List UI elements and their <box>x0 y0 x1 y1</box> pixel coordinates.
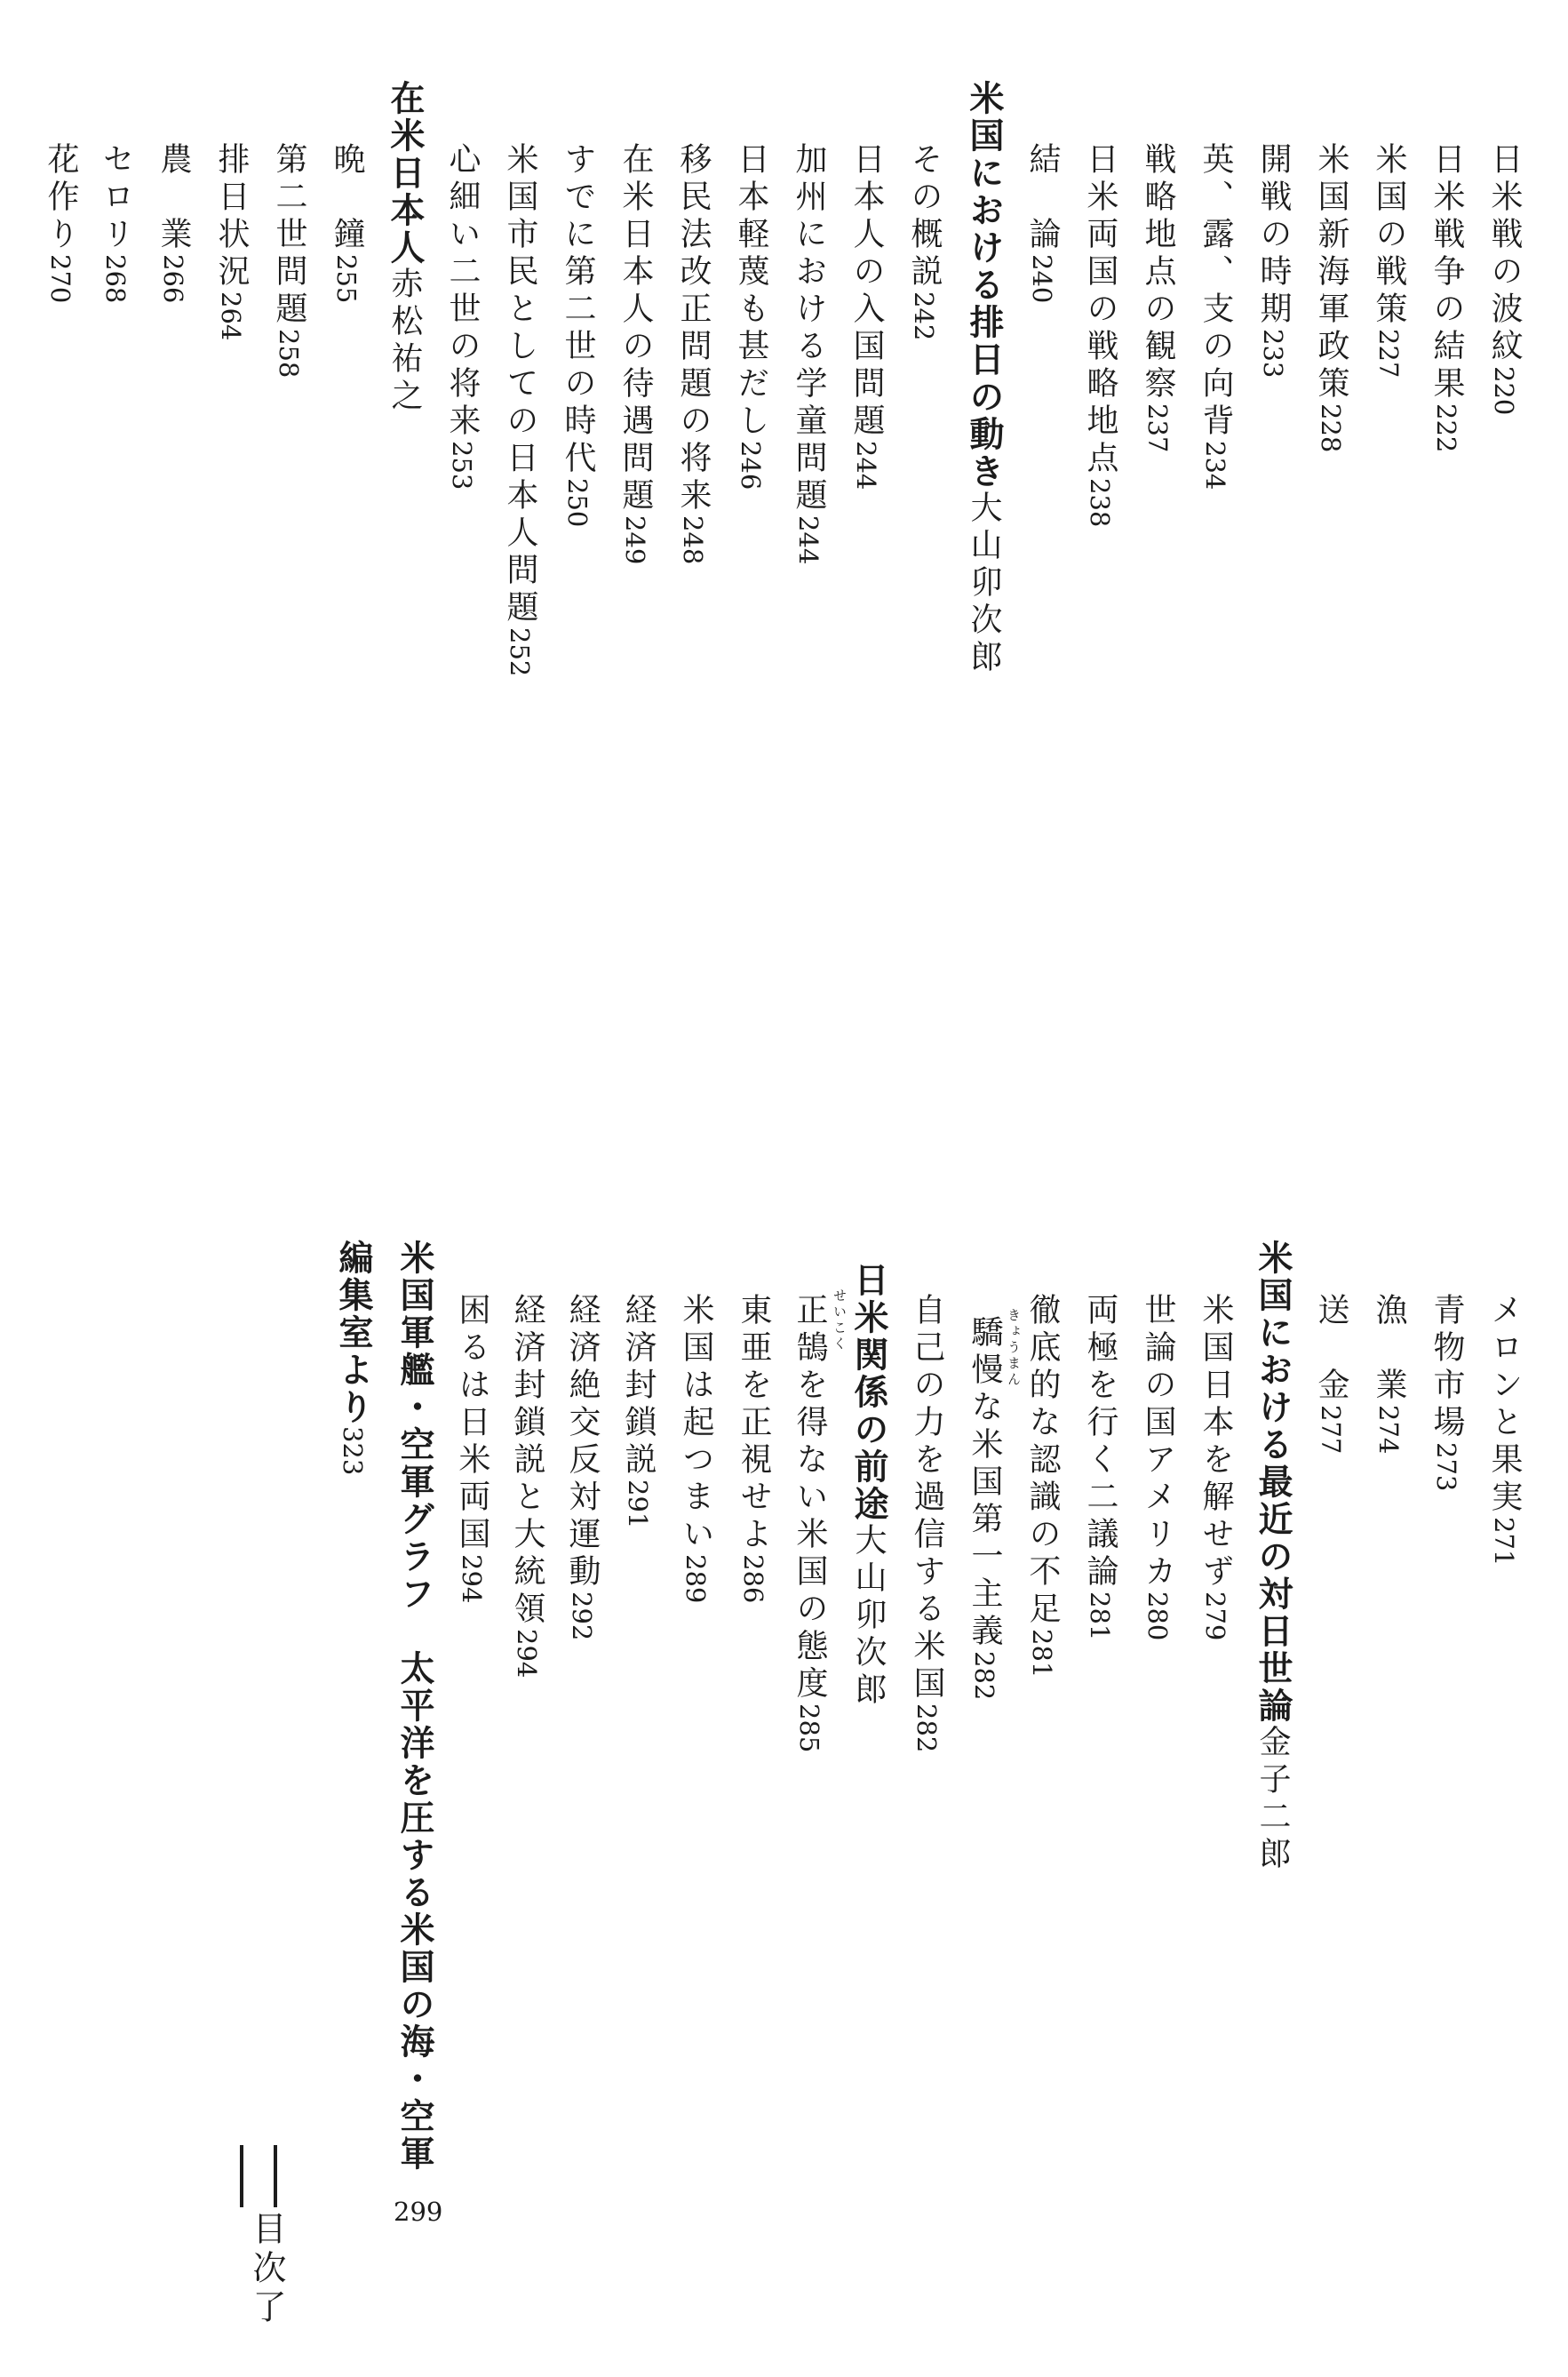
toc-entry <box>44 142 87 303</box>
page-number: 249 <box>620 515 650 565</box>
toc-entry <box>850 142 893 490</box>
entry-title: 米国日本を解せず <box>1198 1293 1234 1591</box>
heading-title: 米国における排日の動き <box>964 80 1004 491</box>
toc-entry <box>792 142 835 564</box>
toc-entry <box>561 142 604 527</box>
entry-title: 日本軽蔑も甚だし <box>733 142 769 441</box>
entry-title: 排日状況 <box>213 142 250 291</box>
page-number: 250 <box>562 478 593 528</box>
end-text: 目次了 <box>247 2211 286 2328</box>
toc-entry <box>1142 142 1184 452</box>
entry-title: 経済封鎖説と大統領 <box>509 1293 545 1629</box>
entry-title: 晩 鐘 <box>329 142 365 254</box>
page-number: 253 <box>447 441 477 491</box>
entry-title: 徹底的な認識の不足 <box>1024 1293 1061 1629</box>
page-number: 237 <box>1142 403 1173 453</box>
entry-title: 困るは日米両国 <box>454 1293 490 1554</box>
page-number: 240 <box>1027 254 1057 304</box>
page-number: 264 <box>216 291 246 341</box>
entry-title: 加州における学童問題 <box>791 142 827 515</box>
toc-entry <box>908 142 951 340</box>
toc-entry <box>1199 142 1242 490</box>
entry-title: 農 業 <box>155 142 192 254</box>
heading-author: 大山卯次郎 <box>850 1523 887 1710</box>
entry-title: 結 論 <box>1024 142 1061 254</box>
toc-entry <box>911 1293 953 1752</box>
entry-title: 経済封鎖説 <box>620 1293 657 1480</box>
page-number: 222 <box>1431 403 1461 453</box>
entry-title: 日米両国の戦略地点 <box>1082 142 1118 478</box>
page-number: 268 <box>100 254 131 304</box>
toc-entry <box>1257 142 1300 378</box>
section-heading <box>394 1240 434 2173</box>
end-dash-bottom <box>240 2145 243 2207</box>
entry-title: 移民法改正問題の将来 <box>675 142 712 515</box>
toc-entry <box>1430 142 1473 452</box>
page-number: 279 <box>1200 1591 1230 1641</box>
heading-title: 編集室より <box>333 1240 373 1426</box>
heading-title: 在米日本人 <box>385 80 425 267</box>
page-number: 282 <box>969 1651 999 1701</box>
entry-title: 米国は起つまい <box>678 1293 714 1554</box>
heading-author: 金子二郎 <box>1254 1725 1291 1874</box>
toc-entry <box>157 142 200 303</box>
entry-title: 米国市民としての日本人問題 <box>502 142 538 627</box>
page-number: 282 <box>911 1703 942 1753</box>
section-heading <box>333 1240 383 1476</box>
page-number: 220 <box>1489 366 1519 416</box>
entry-title: 驕慢な米国第一主義 <box>967 1315 1003 1651</box>
page-number: 258 <box>274 329 304 379</box>
page-number: 248 <box>678 515 708 565</box>
page-number: 294 <box>512 1629 542 1679</box>
entry-title: 両極を行く二議論 <box>1082 1293 1118 1591</box>
entry-title: 日米戦の波紋 <box>1486 142 1523 366</box>
entry-title: 戦略地点の観察 <box>1140 142 1176 403</box>
toc-entry <box>622 1293 665 1528</box>
page-number: 292 <box>567 1591 597 1641</box>
entry-title: 米国新海軍政策 <box>1313 142 1349 403</box>
entry-title: メロンと果実 <box>1486 1293 1523 1517</box>
page-number: 323 <box>338 1426 368 1476</box>
toc-entry <box>1373 142 1415 378</box>
page-number: 273 <box>1431 1442 1461 1492</box>
toc-entry <box>619 142 662 564</box>
toc-entry <box>511 1293 553 1678</box>
entry-title: セロリ <box>98 142 134 254</box>
page-number: 244 <box>793 515 824 565</box>
page-number: 255 <box>331 254 362 304</box>
section-heading <box>1255 1240 1373 1874</box>
heading-title: 米国軍艦・空軍グラフ 太平洋を圧する米国の海・空軍 <box>394 1240 434 2173</box>
toc-entry <box>1026 1293 1069 1678</box>
page-number: 246 <box>736 441 766 491</box>
entry-title: 東亜を正視せよ <box>736 1293 772 1554</box>
page-number: 233 <box>1258 329 1288 379</box>
page-number: 234 <box>1200 441 1230 491</box>
page-number: 299 <box>394 2197 443 2227</box>
toc-entry <box>99 142 142 303</box>
toc-entry <box>1315 142 1357 452</box>
toc-entry <box>1488 1293 1531 1566</box>
page-number: 270 <box>45 254 76 304</box>
entry-title: 第二世問題 <box>271 142 307 329</box>
heading-author: 赤松祐之 <box>386 267 423 416</box>
toc-entry <box>968 1315 1011 1700</box>
page-number: 281 <box>1027 1629 1057 1679</box>
entry-title: すでに第二世の時代 <box>560 142 596 478</box>
entry-title: 世論の国アメリカ <box>1140 1293 1176 1591</box>
entry-title: その概説 <box>906 142 943 291</box>
toc-entry <box>735 142 777 490</box>
page-number: 271 <box>1489 1517 1519 1567</box>
furigana: きょうまん <box>1006 1308 1022 1388</box>
section-heading <box>848 1262 911 1710</box>
entry-title: 英、露、支の向背 <box>1198 142 1234 441</box>
page-number: 252 <box>505 627 535 677</box>
toc-entry <box>1142 1293 1184 1640</box>
entry-title: 自己の力を過信する米国 <box>909 1293 945 1703</box>
entry-title: 経済絶交反対運動 <box>564 1293 601 1591</box>
entry-title: 心細い二世の将来 <box>444 142 481 441</box>
page-number: 238 <box>1085 478 1115 528</box>
toc-entry <box>1084 142 1126 527</box>
entry-title: 青物市場 <box>1429 1293 1465 1442</box>
page-number: 286 <box>738 1554 768 1604</box>
entry-title: 在米日本人の待遇問題 <box>617 142 654 515</box>
toc-entry <box>1199 1293 1242 1640</box>
page-number: 294 <box>457 1554 487 1604</box>
heading-title: 米国における最近の対日世論 <box>1253 1240 1293 1725</box>
page-number: 274 <box>1373 1405 1404 1455</box>
toc-entry <box>273 142 315 378</box>
toc-entry <box>330 142 373 303</box>
toc-entry <box>1373 1293 1415 1454</box>
page-number: 227 <box>1373 329 1404 379</box>
entry-title: 日本人の入国問題 <box>848 142 885 441</box>
toc-entry <box>456 1293 498 1603</box>
page-number: 281 <box>1085 1591 1115 1641</box>
furigana: せいこく <box>832 1288 848 1352</box>
heading-title: 日米関係の前途 <box>848 1262 888 1523</box>
entry-title: 正鵠を得ない米国の態度 <box>792 1293 828 1703</box>
end-dash-top <box>274 2145 277 2207</box>
page-number: 291 <box>623 1480 653 1529</box>
toc-end-mark <box>216 2142 286 2377</box>
toc-entry <box>1084 1293 1126 1640</box>
toc-entry <box>504 142 546 676</box>
section-heading <box>387 80 500 416</box>
entry-title: 送 金 <box>1313 1293 1349 1405</box>
section-heading <box>964 80 1044 677</box>
page-number: 244 <box>851 441 881 491</box>
page-number: 228 <box>1316 403 1346 453</box>
page-number: 289 <box>681 1554 711 1604</box>
page-number: 277 <box>1316 1405 1346 1455</box>
toc-entry <box>1488 142 1531 415</box>
heading-author: 大山卯次郎 <box>966 491 1002 677</box>
toc-entry <box>1430 1293 1473 1491</box>
entry-title: 漁 業 <box>1371 1293 1407 1405</box>
entry-title: 米国の戦策 <box>1371 142 1407 329</box>
entry-title: 日米戦争の結果 <box>1429 142 1465 403</box>
toc-entry <box>737 1293 780 1603</box>
entry-title: 開戦の時期 <box>1255 142 1292 329</box>
toc-entry <box>793 1293 836 1752</box>
toc-entry <box>215 142 258 340</box>
page-number: 242 <box>909 291 939 341</box>
toc-entry <box>566 1293 609 1640</box>
page-number: 266 <box>158 254 188 304</box>
entry-title: 花作り <box>43 142 79 254</box>
toc-entry <box>677 142 720 564</box>
page-number: 285 <box>794 1703 824 1753</box>
page-number: 280 <box>1142 1591 1173 1641</box>
toc-entry <box>680 1293 722 1603</box>
